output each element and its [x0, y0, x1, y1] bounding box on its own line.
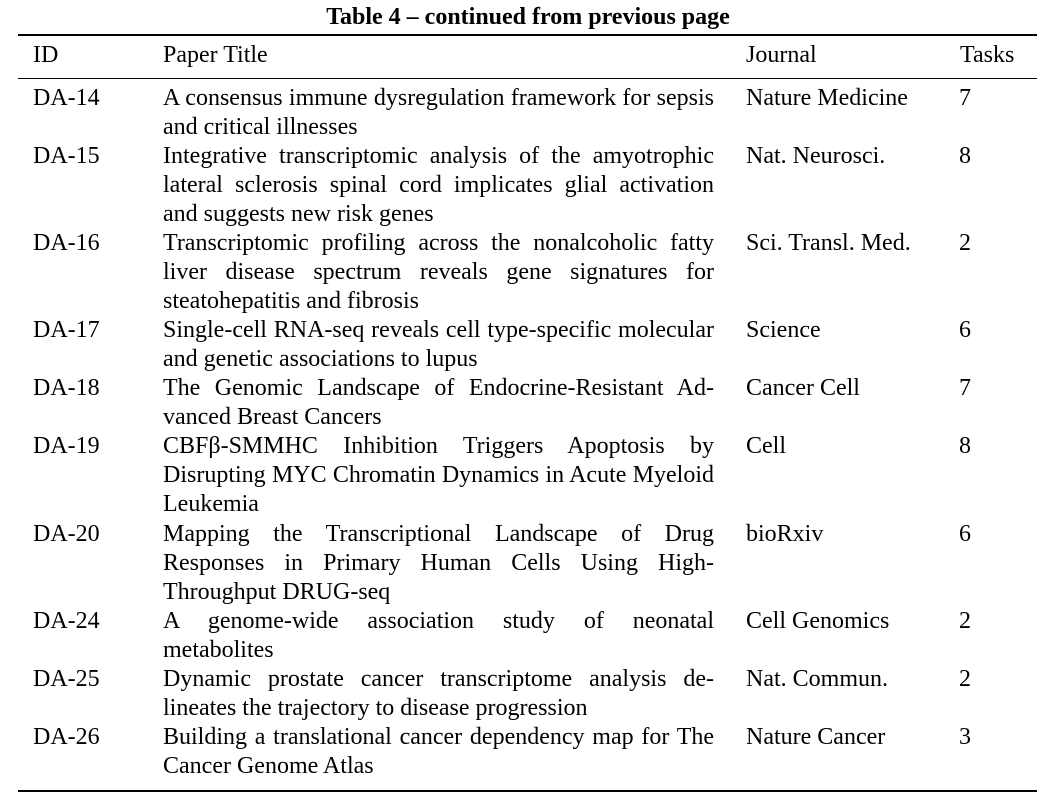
row-id: DA-26 [33, 724, 100, 750]
row-paper-title: Building a translational cancer dependency map for The Cancer Genome Atlas [163, 724, 714, 779]
row-journal: Nature Medicine [746, 85, 908, 111]
row-id: DA-14 [33, 85, 100, 111]
row-journal: Science [746, 317, 821, 343]
row-paper-title: Dynamic prostate cancer transcriptome analysis delineates the trajectory to disease progression [163, 666, 714, 721]
row-paper-title: The Genomic Landscape of Endocrine-Resistant Advanced Breast Cancers [163, 375, 714, 430]
row-paper-title: Integrative transcriptomic analysis of the amyotrophic lateral sclerosis spinal cord implicates glial activation and suggests new risk genes [163, 143, 714, 227]
header-id: ID [33, 42, 59, 68]
row-tasks: 2 [959, 230, 971, 256]
row-tasks: 2 [959, 608, 971, 634]
row-journal: Sci. Transl. Med. [746, 230, 911, 256]
table-bottom-rule [18, 790, 1037, 792]
row-journal: Nat. Neurosci. [746, 143, 886, 169]
header-tasks: Tasks [960, 42, 1015, 68]
row-tasks: 8 [959, 433, 971, 459]
row-tasks: 6 [959, 317, 971, 343]
table-caption: Table 4 – continued from previous page [326, 4, 730, 30]
row-id: DA-25 [33, 666, 100, 692]
row-paper-title: CBFβ-SMMHC Inhibition Triggers Apoptosis by Disrupting MYC Chromatin Dynamics in Acute Myeloid Leukemia [163, 433, 714, 517]
table-header-row [0, 36, 1047, 78]
row-tasks: 8 [959, 143, 971, 169]
row-journal: Cell [746, 433, 786, 459]
row-tasks: 3 [959, 724, 971, 750]
row-id: DA-17 [33, 317, 100, 343]
row-journal: Cancer Cell [746, 375, 860, 401]
row-id: DA-18 [33, 375, 100, 401]
table-header-rule [18, 78, 1037, 79]
row-id: DA-20 [33, 521, 100, 547]
row-journal: Nature Cancer [746, 724, 886, 750]
row-journal: bioRxiv [746, 521, 824, 547]
row-tasks: 2 [959, 666, 971, 692]
row-paper-title: Transcriptomic profiling across the nonalcoholic fatty liver disease spectrum reveals gene signatures for steatohepatitis and fibrosis [163, 230, 714, 314]
row-journal: Cell Genomics [746, 608, 890, 634]
row-tasks: 7 [959, 375, 971, 401]
row-paper-title: A consensus immune dysregulation framework for sepsis and critical illnesses [163, 85, 714, 140]
row-tasks: 7 [959, 85, 971, 111]
row-journal: Nat. Commun. [746, 666, 888, 692]
row-id: DA-19 [33, 433, 100, 459]
row-paper-title: Mapping the Transcriptional Landscape of Drug Responses in Primary Human Cells Using High-Throughput DRUG-seq [163, 521, 714, 605]
header-paper-title: Paper Title [163, 42, 268, 68]
row-paper-title: A genome-wide association study of neonatal metabolites [163, 608, 714, 663]
row-id: DA-24 [33, 608, 100, 634]
row-id: DA-15 [33, 143, 100, 169]
row-tasks: 6 [959, 521, 971, 547]
row-paper-title: Single-cell RNA-seq reveals cell type-specific molecular and genetic associations to lupus [163, 317, 714, 372]
row-id: DA-16 [33, 230, 100, 256]
header-journal: Journal [746, 42, 817, 68]
